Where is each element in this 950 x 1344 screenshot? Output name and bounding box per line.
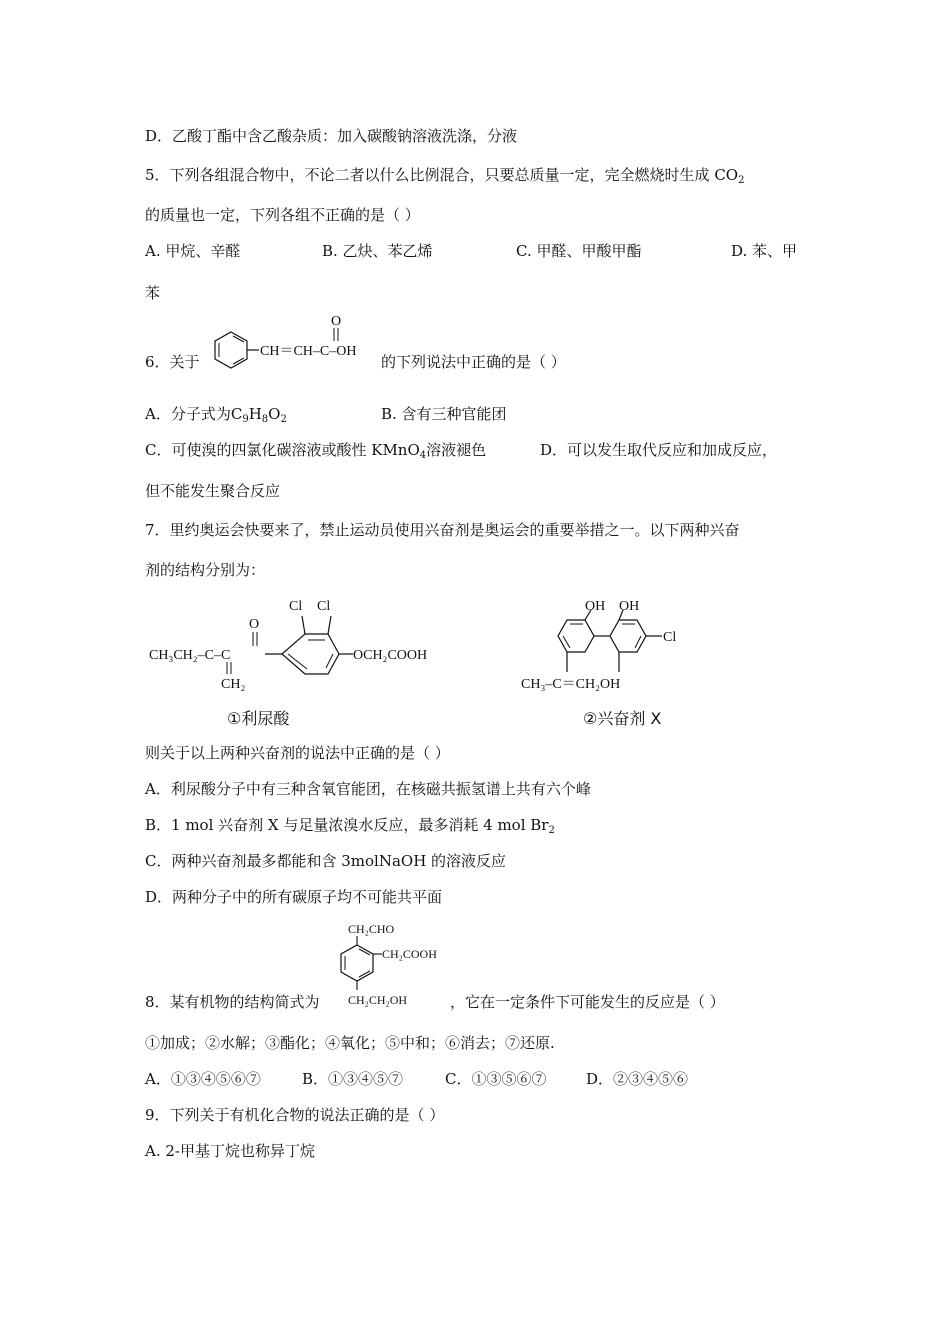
q5-option-c: C. 甲醛、甲酸甲酯: [516, 242, 642, 260]
kmno4-subscript: 4: [419, 450, 427, 461]
q8-stem-suffix: ，它在一定条件下可能发生的反应是（ ）: [450, 993, 725, 1011]
q9-stem: 9．下列关于有机化合物的说法正确的是（ ）: [145, 1106, 445, 1124]
q7-option-a: A．利尿酸分子中有三种含氧官能团，在核磁共振氢谱上共有六个峰: [145, 780, 591, 798]
q8-side-group: CH₂COOH: [382, 947, 437, 961]
cinnamic-acid-structure: [206, 310, 382, 378]
q6-option-c-text: C．可使溴的四氯化碳溶液或酸性 KMnO: [145, 441, 420, 459]
formula-o: O: [268, 405, 281, 423]
q6-option-a-text: A．分子式为C: [145, 405, 243, 423]
stimulant-caption: ②兴奋剂 X: [583, 709, 662, 728]
q6-option-b: B. 含有三种官能团: [381, 405, 507, 423]
cinnamic-chain-label: CH＝CH–C–OH: [260, 344, 357, 359]
q8-bottom-group: CH₂CH₂OH: [348, 993, 408, 1007]
co2-subscript: 2: [738, 175, 745, 186]
ethacrynic-acid-structure: [145, 590, 455, 730]
q5-stem-line2: 的质量也一定，下列各组不正确的是（ ）: [145, 206, 420, 224]
q4-option-d: D．乙酸丁酯中含乙酸杂质：加入碳酸钠溶液洗涤，分液: [145, 127, 518, 145]
q9-option-a: A. 2-甲基丁烷也称异丁烷: [145, 1142, 315, 1160]
q5-option-d-wrap: 苯: [145, 284, 161, 302]
q8-stem-prefix: 8．某有机物的结构简式为: [145, 993, 320, 1011]
q7-question: 则关于以上两种兴奋剂的说法中正确的是（ ）: [145, 744, 450, 762]
q8-reaction-list: ①加成；②水解；③酯化；④氧化；⑤中和；⑥消去；⑦还原.: [145, 1034, 555, 1052]
q8-option-b: B．①③④⑤⑦: [302, 1070, 404, 1088]
q5-option-a: A. 甲烷、辛醛: [145, 242, 241, 260]
ethacrynic-methylene: CH₂: [221, 677, 246, 692]
formula-h: H: [248, 405, 262, 423]
stimulant-oh-1: OH: [585, 599, 606, 614]
q7-option-c: C．两种兴奋剂最多都能和含 3molNaOH 的溶液反应: [145, 852, 507, 870]
ethacrynic-cl-2: Cl: [317, 599, 331, 614]
c9-subscript: 9: [242, 414, 249, 425]
q6-stem-suffix: 的下列说法中正确的是（ ）: [381, 353, 566, 371]
q8-structure: [330, 918, 460, 1010]
o2-subscript: 2: [280, 414, 287, 425]
q7-stem-line1: 7．里约奥运会快要来了，禁止运动员使用兴奋剂是奥运会的重要举措之一。以下两种兴奋: [145, 521, 740, 539]
q5-option-d: D. 苯、甲: [731, 242, 798, 260]
q6-option-c: [145, 440, 486, 466]
ethacrynic-left-chain: CH₃CH₂–C–C: [149, 648, 231, 663]
q6-option-d: D．可以发生取代反应和加成反应，: [540, 441, 778, 459]
q6-stem-prefix: 6．关于: [145, 353, 200, 371]
q7-option-b: [145, 815, 555, 841]
ethacrynic-carbonyl-o: O: [249, 617, 260, 632]
h8-subscript: 8: [261, 414, 269, 425]
stimulant-oh-2: OH: [619, 599, 640, 614]
q7-stem-line2: 剂的结构分别为：: [145, 561, 266, 579]
q8-option-a: A．①③④⑤⑥⑦: [145, 1070, 261, 1088]
q7-option-d: D．两种分子中的所有碳原子均不可能共平面: [145, 888, 443, 906]
stimulant-bottom-chain: CH₃–C＝CH₂OH: [521, 677, 621, 692]
cinnamic-carbonyl-o: O: [331, 314, 342, 329]
q5-option-b: B. 乙炔、苯乙烯: [322, 242, 433, 260]
q5-stem-line1: [145, 165, 744, 191]
q6-option-a: [145, 404, 287, 430]
stimulant-cl: Cl: [663, 630, 677, 645]
q7-option-b-text: B．1 mol 兴奋剂 X 与足量浓溴水反应，最多消耗 4 mol Br: [145, 816, 549, 834]
q8-option-c: C．①③⑤⑥⑦: [445, 1070, 547, 1088]
br2-subscript: 2: [548, 825, 555, 836]
q8-top-group: CH₂CHO: [348, 922, 395, 936]
q5-stem-text: 5．下列各组混合物中，不论二者以什么比例混合，只要总质量一定，完全燃烧时生成 CO: [145, 166, 739, 184]
stimulant-x-structure: [515, 592, 705, 732]
q8-option-d: D．②③④⑤⑥: [586, 1070, 689, 1088]
ethacrynic-caption: ①利尿酸: [227, 709, 290, 728]
ethacrynic-cl-1: Cl: [289, 599, 303, 614]
q6-option-c-text2: 溶液褪色: [426, 441, 487, 459]
ethacrynic-right-chain: OCH₂COOH: [353, 648, 428, 663]
q6-option-d-wrap: 但不能发生聚合反应: [145, 482, 281, 500]
